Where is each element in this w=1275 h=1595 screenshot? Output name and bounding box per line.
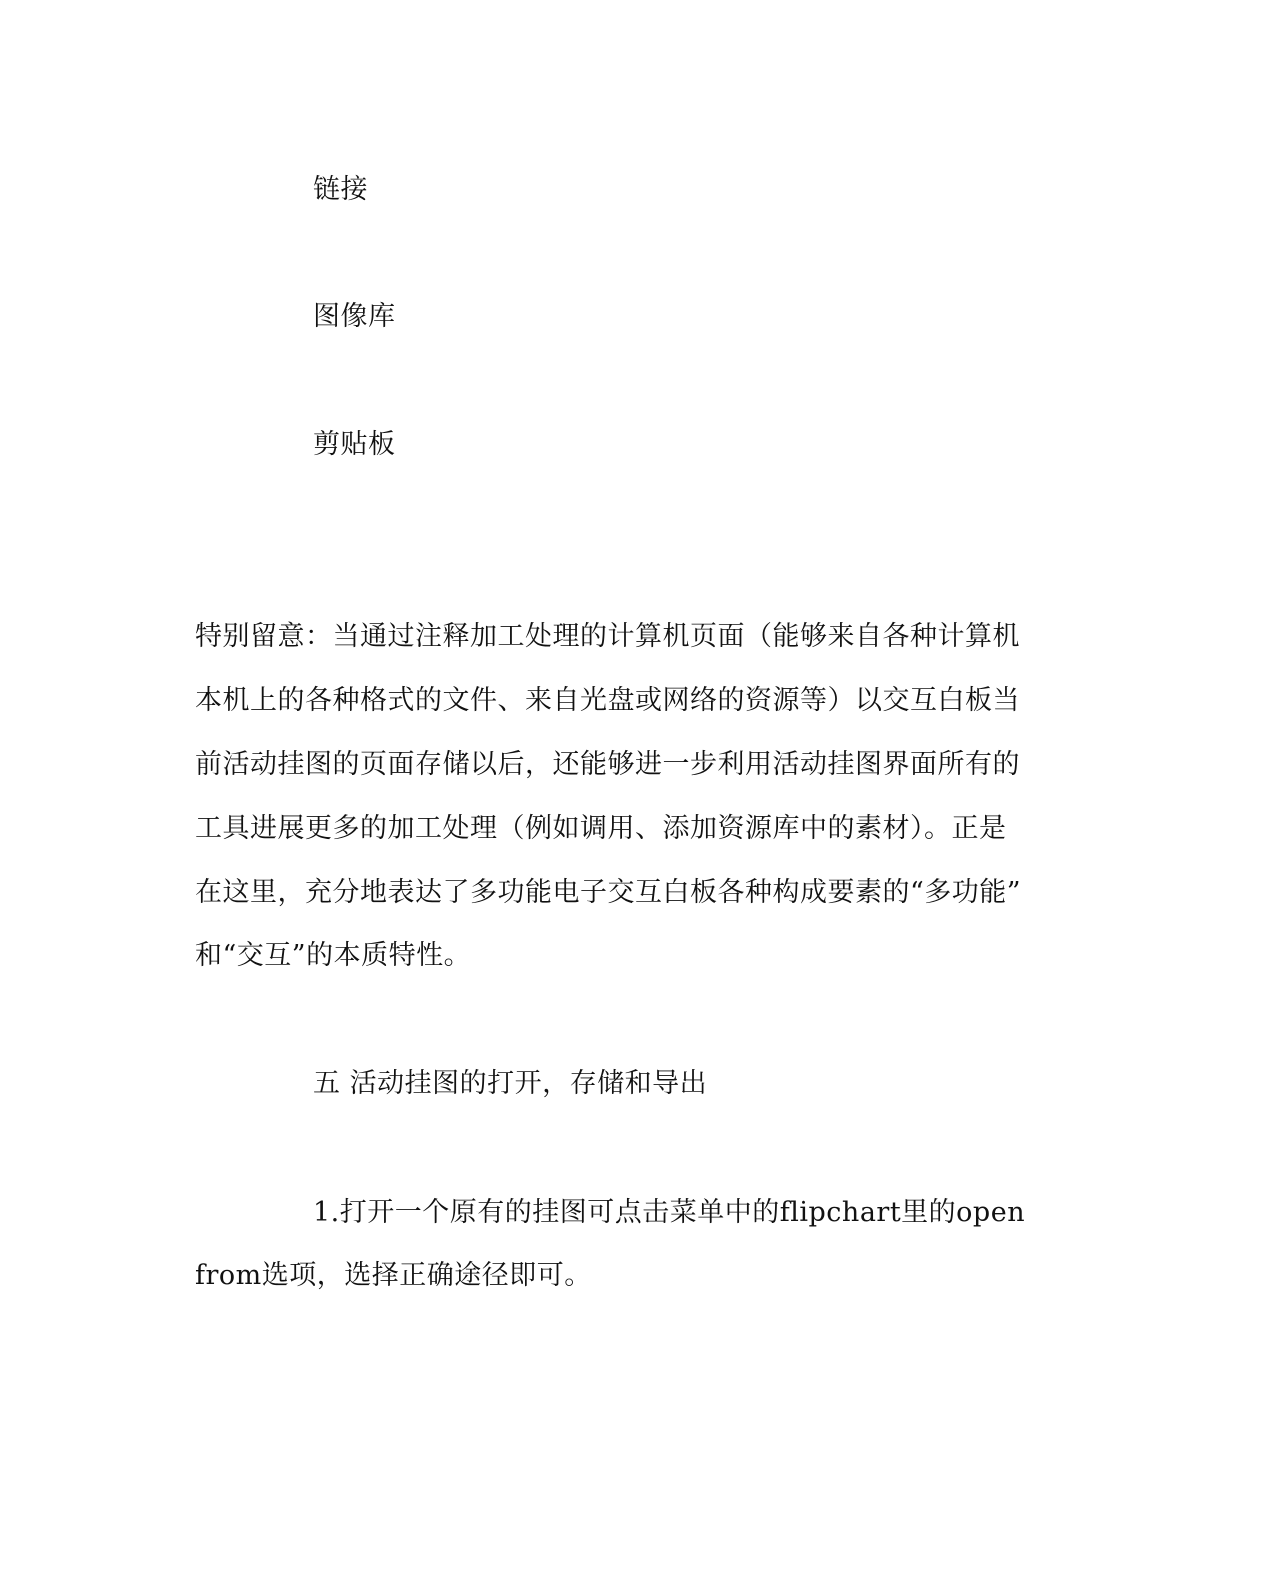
list-item-clipboard: 剪贴板 bbox=[313, 429, 396, 460]
note-line-4: 工具进展更多的加工处理（例如调用、添加资源库中的素材）。正是 bbox=[195, 813, 1007, 844]
note-line-3: 前活动挂图的页面存储以后，还能够进一步利用活动挂图界面所有的 bbox=[195, 749, 1020, 780]
step-one-line-1: 1.打开一个原有的挂图可点击菜单中的flipchart里的open bbox=[313, 1197, 1026, 1228]
section-heading: 五 活动挂图的打开，存储和导出 bbox=[313, 1068, 708, 1099]
note-line-1: 特别留意：当通过注释加工处理的计算机页面（能够来自各种计算机 bbox=[195, 621, 1020, 652]
note-line-2: 本机上的各种格式的文件、来自光盘或网络的资源等）以交互白板当 bbox=[195, 685, 1020, 716]
step-one-line-2: from选项，选择正确途径即可。 bbox=[195, 1260, 592, 1291]
note-line-5: 在这里，充分地表达了多功能电子交互白板各种构成要素的“多功能” bbox=[195, 877, 1022, 908]
list-item-image-library: 图像库 bbox=[313, 301, 396, 332]
list-item-links: 链接 bbox=[313, 174, 368, 205]
note-line-6: 和“交互”的本质特性。 bbox=[195, 940, 472, 971]
